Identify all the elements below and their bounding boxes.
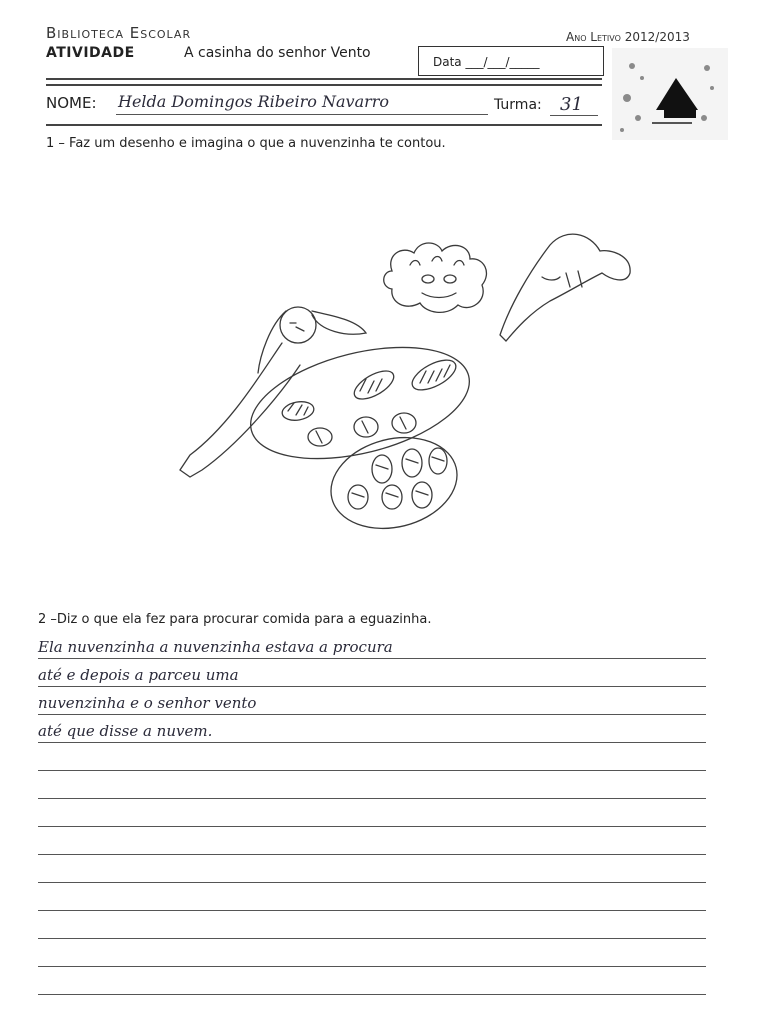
answer-line [38,658,706,659]
date-label: Data ___/___/_____ [433,55,540,69]
class-value: 31 [560,94,583,115]
activity-name: A casinha do senhor Vento [184,45,371,61]
date-field[interactable] [418,46,604,76]
activity-label: ATIVIDADE [46,45,135,61]
answer-line [38,742,706,743]
handwritten-answer-line: até e depois a parceu uma [38,666,239,684]
name-underline [116,114,488,115]
header-divider-2 [46,84,602,86]
answer-line [38,770,706,771]
answer-line [38,882,706,883]
answer-line [38,826,706,827]
answer-line [38,910,706,911]
answer-line [38,994,706,995]
student-name: Helda Domingos Ribeiro Navarro [118,92,390,111]
name-divider [46,124,602,126]
answer-line [38,854,706,855]
answer-line [38,798,706,799]
name-label: NOME: [46,94,97,112]
question-1: 1 – Faz um desenho e imagina o que a nuvenzinha te contou. [46,136,446,151]
answer-line [38,966,706,967]
school-year: Ano Letivo 2012/2013 [566,30,690,44]
class-label: Turma: [494,97,542,113]
handwritten-answer-line: nuvenzinha e o senhor vento [38,694,257,712]
header-divider [46,78,602,80]
question-2: 2 –Diz o que ela fez para procurar comida para a eguazinha. [38,612,432,627]
answer-line [38,714,706,715]
library-logo-icon [612,48,728,140]
handwritten-answer-line: Ela nuvenzinha a nuvenzinha estava a procura [38,638,393,656]
answer-line [38,938,706,939]
answer-line [38,686,706,687]
handwritten-answer-line: até que disse a nuvem. [38,722,213,740]
class-underline [550,115,598,116]
child-drawing [170,215,650,535]
library-title: Biblioteca Escolar [46,24,192,42]
